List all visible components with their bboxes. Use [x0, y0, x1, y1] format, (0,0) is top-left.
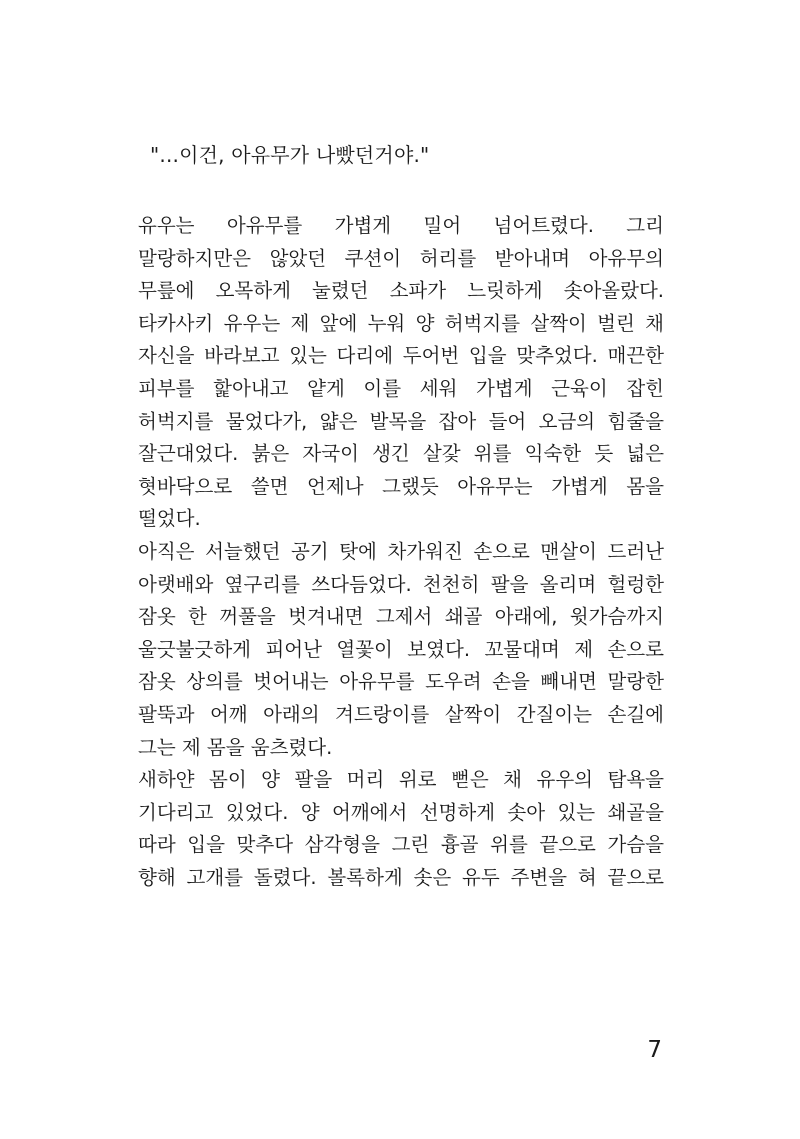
text-line: 향해 고개를 돌렸다. 볼록하게 솟은 유두 주변을 혀 끝으로	[138, 865, 664, 889]
text-line: 따라 입을 맞추다 삼각형을 그린 흉골 위를 끝으로 가슴을	[138, 833, 664, 857]
text-line: 그는 제 몸을 움츠렸다.	[138, 735, 333, 759]
text-line: 기다리고 있었다. 양 어깨에서 선명하게 솟아 있는 쇄골을	[138, 800, 664, 824]
text-line: 떨었다.	[138, 507, 201, 531]
text-line: 말랑하지만은 않았던 쿠션이 허리를 받아내며 아유무의	[138, 246, 664, 270]
text-line: 자신을 바라보고 있는 다리에 두어번 입을 맞추었다. 매끈한	[138, 344, 664, 368]
dialogue-line: "...이건, 아유무가 나빴던거야."	[150, 143, 430, 167]
text-line: 아랫배와 옆구리를 쓰다듬었다. 천천히 팔을 올리며 헐렁한	[138, 572, 664, 596]
text-line: 아직은 서늘했던 공기 탓에 차가워진 손으로 맨살이 드러난	[138, 539, 664, 563]
text-line: 울긋불긋하게 피어난 열꽃이 보였다. 꼬물대며 제 손으로	[138, 637, 664, 661]
text-line: 잘근대었다. 붉은 자국이 생긴 살갗 위를 익숙한 듯 넓은	[138, 442, 664, 466]
text-line: 팔뚝과 어깨 아래의 겨드랑이를 살짝이 간질이는 손길에	[138, 702, 664, 726]
text-line: 잠옷 한 꺼풀을 벗겨내면 그제서 쇄골 아래에, 윗가슴까지	[138, 605, 664, 629]
text-line: 허벅지를 물었다가, 얇은 발목을 잡아 들어 오금의 힘줄을	[138, 409, 664, 433]
page-number: 7	[647, 1037, 662, 1063]
text-line: 잠옷 상의를 벗어내는 아유무를 도우려 손을 빼내면 말랑한	[138, 670, 664, 694]
text-line: 유우는 아유무를 가볍게 밀어 넘어트렸다. 그리	[138, 214, 664, 237]
text-line: 무릎에 오목하게 눌렸던 소파가 느릿하게 솟아올랐다.	[138, 279, 664, 303]
body-paragraphs	[138, 210, 664, 894]
text-line: 새하얀 몸이 양 팔을 머리 위로 뻗은 채 유우의 탐욕을	[138, 768, 664, 792]
text-line: 피부를 핥아내고 얕게 이를 세워 가볍게 근육이 잡힌	[138, 376, 664, 400]
text-line: 타카사키 유우는 제 앞에 누워 양 허벅지를 살짝이 벌린 채	[138, 311, 664, 335]
text-line: 혓바닥으로 쓸면 언제나 그랬듯 아유무는 가볍게 몸을	[138, 474, 664, 498]
